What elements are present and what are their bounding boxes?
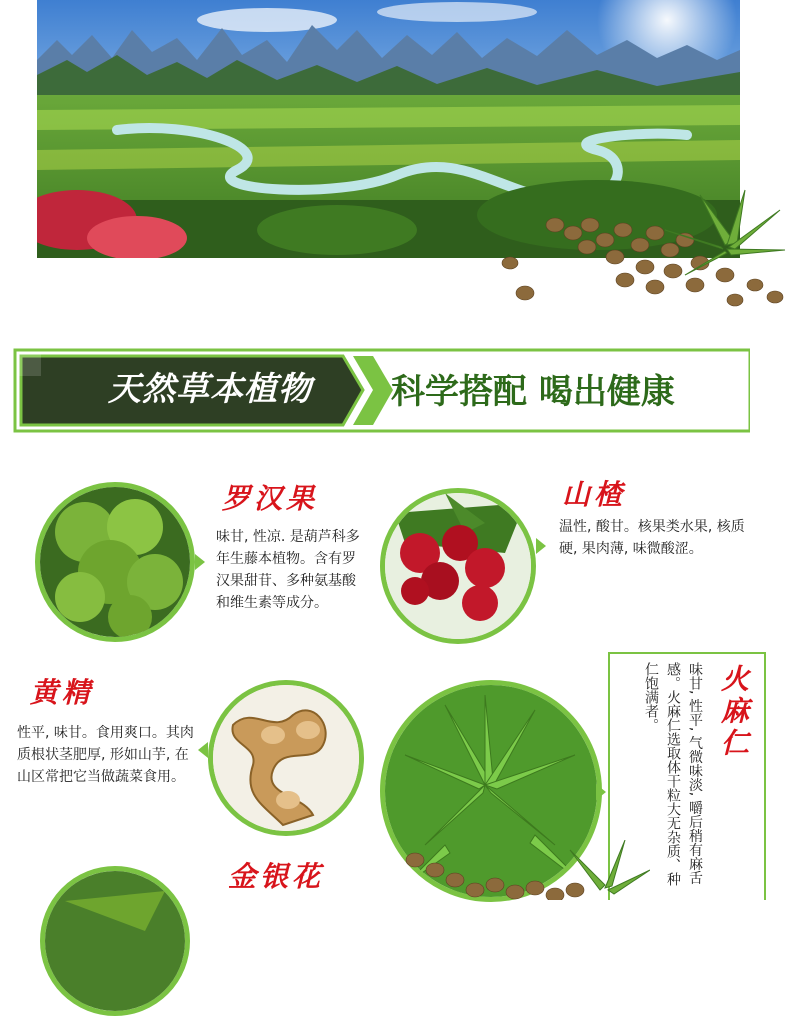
pointer-arrow (195, 554, 205, 570)
luohanguo-image (35, 482, 195, 642)
herb-desc-huangjing: 性平, 味甘。食用爽口。其肉质根状茎肥厚, 形如山芋, 在山区常把它当做蔬菜食用。 (17, 725, 194, 785)
herb-title-huangjing: 黄精 (30, 676, 95, 709)
jinyinhua-image (40, 866, 190, 1016)
herb-title-shanzha: 山楂 (562, 478, 627, 511)
pointer-arrow (536, 538, 546, 554)
herb-desc-shanzha: 温性, 酸甘。核果类水果, 核质硬, 果肉薄, 味微酸涩。 (559, 519, 745, 557)
herb-desc-huomaren: 味甘, 性平, 气微味淡, 嚼后稍有麻舌感。火麻仁选取体干粒大无杂质、种仁饱满者。 (643, 662, 703, 886)
hemp-seeds-bottom (400, 840, 650, 900)
section-banner (13, 348, 750, 433)
banner-left-title: 天然草本植物 (108, 369, 312, 408)
hemp-seeds-decoration (495, 185, 790, 310)
banner-calligraphy (38, 360, 93, 420)
pointer-arrow (596, 784, 606, 800)
banner-right-slogan: 科学搭配 喝出健康 (391, 372, 675, 412)
herb-title-luohanguo: 罗汉果 (222, 482, 319, 515)
herb-title-huomaren: 火麻仁 (717, 664, 750, 760)
herb-title-jinyinhua: 金银花 (228, 860, 325, 893)
herb-desc-luohanguo: 味甘, 性凉. 是葫芦科多年生藤本植物。含有罗汉果甜苷、多种氨基酸和维生素等成分。 (216, 529, 360, 611)
huangjing-image (208, 680, 364, 836)
shanzha-image (380, 488, 536, 644)
pointer-arrow (198, 742, 208, 758)
